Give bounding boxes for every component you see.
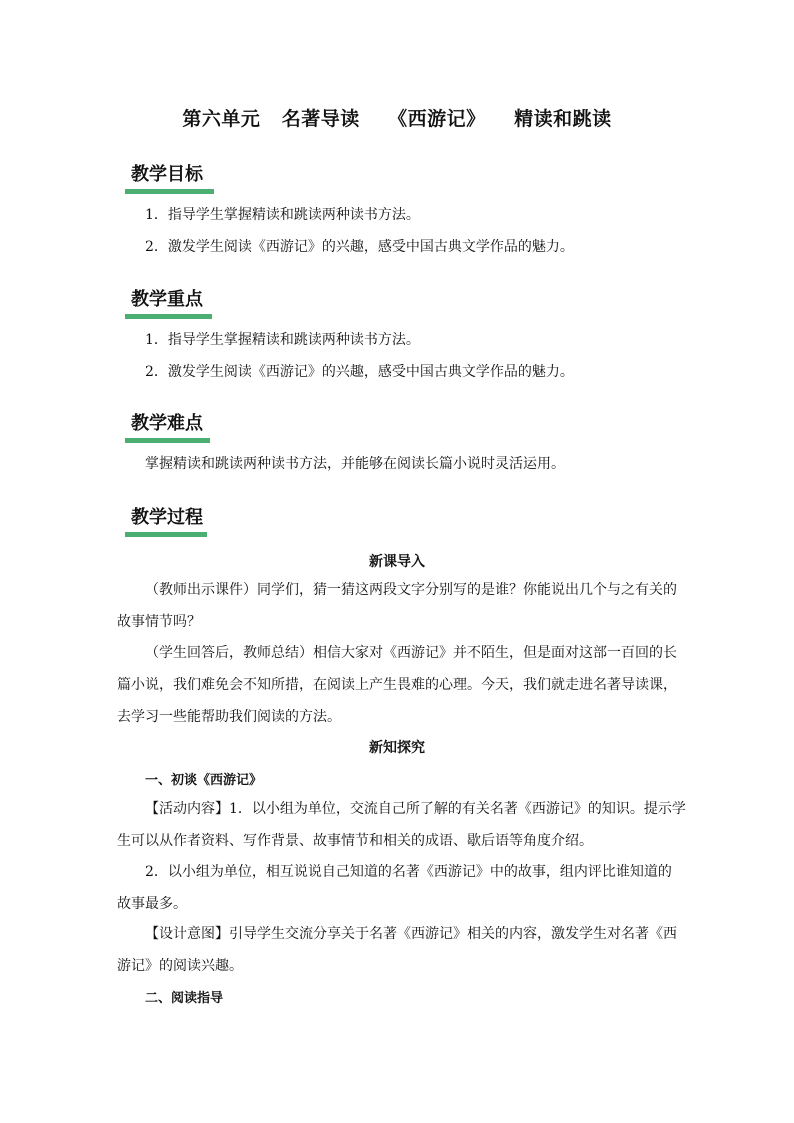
intro-paragraph-1: [117, 574, 681, 638]
intro-subtitle: 新课导入: [369, 554, 425, 570]
paragraph-line: 生可以从作者资料、写作背景、故事情节和相关的成语、歇后语等角度介绍。: [117, 833, 593, 849]
list-item: 1．指导学生掌握精读和跳读两种读书方法。: [145, 332, 420, 348]
paragraph-line: 去学习一些能帮助我们阅读的方法。: [117, 709, 341, 725]
paragraph-line: （教师出示课件）同学们，猜一猜这两段文字分别写的是谁？你能说出几个与之有关的: [145, 582, 677, 598]
paragraph-line: 故事最多。: [117, 896, 187, 912]
section-heading-objectives: [125, 160, 214, 194]
paragraph-line: 篇小说，我们难免会不知所措，在阅读上产生畏难的心理。今天，我们就走进名著导读课，: [117, 677, 677, 693]
section-heading-difficulties: [125, 409, 210, 443]
paragraph-line: 【活动内容】1．以小组为单位，交流自己所了解的有关名著《西游记》的知识。提示学: [145, 801, 686, 817]
paragraph-line: 2．以小组为单位，相互说说自己知道的名著《西游记》中的故事，组内评比谁知道的: [145, 864, 672, 880]
section-heading-key-points: [125, 285, 212, 319]
heading-text: 教学目标: [131, 164, 203, 185]
heading-underline: [125, 532, 207, 537]
activity-paragraph-2: [117, 856, 681, 920]
paragraph-line: 游记》的阅读兴趣。: [117, 958, 243, 974]
heading-text: 教学难点: [131, 413, 203, 434]
activity-paragraph-1: [117, 793, 686, 857]
heading-text: 教学过程: [131, 507, 203, 528]
key-points-list: [117, 324, 681, 388]
list-item: 2．激发学生阅读《西游记》的兴趣，感受中国古典文学作品的魅力。: [145, 364, 574, 380]
design-paragraph: [117, 918, 681, 982]
heading-underline: [125, 314, 212, 319]
paragraph-line: 故事情节吗？: [117, 614, 201, 630]
heading-underline: [125, 438, 210, 443]
section-heading-process: [125, 503, 207, 537]
intro-paragraph-2: [117, 637, 681, 733]
list-item: 1．指导学生掌握精读和跳读两种读书方法。: [145, 207, 420, 223]
paragraph-line: 【设计意图】引导学生交流分享关于名著《西游记》相关的内容，激发学生对名著《西: [145, 926, 677, 942]
heading-underline: [125, 189, 214, 194]
difficulties-text: [117, 448, 681, 480]
part2-heading: 二、阅读指导: [145, 991, 224, 1006]
paragraph-line: （学生回答后，教师总结）相信大家对《西游记》并不陌生，但是面对这部一百回的长: [145, 645, 677, 661]
heading-text: 教学重点: [131, 289, 203, 310]
list-item: 2．激发学生阅读《西游记》的兴趣，感受中国古典文学作品的魅力。: [145, 239, 574, 255]
paragraph-line: 掌握精读和跳读两种读书方法，并能够在阅读长篇小说时灵活运用。: [145, 456, 565, 472]
objectives-list: [117, 199, 681, 263]
part1-heading: 一、初谈《西游记》: [145, 773, 263, 788]
explore-subtitle: 新知探究: [369, 740, 425, 756]
page-title: 第六单元 名著导读 《西游记》 精读和跳读: [182, 108, 612, 130]
